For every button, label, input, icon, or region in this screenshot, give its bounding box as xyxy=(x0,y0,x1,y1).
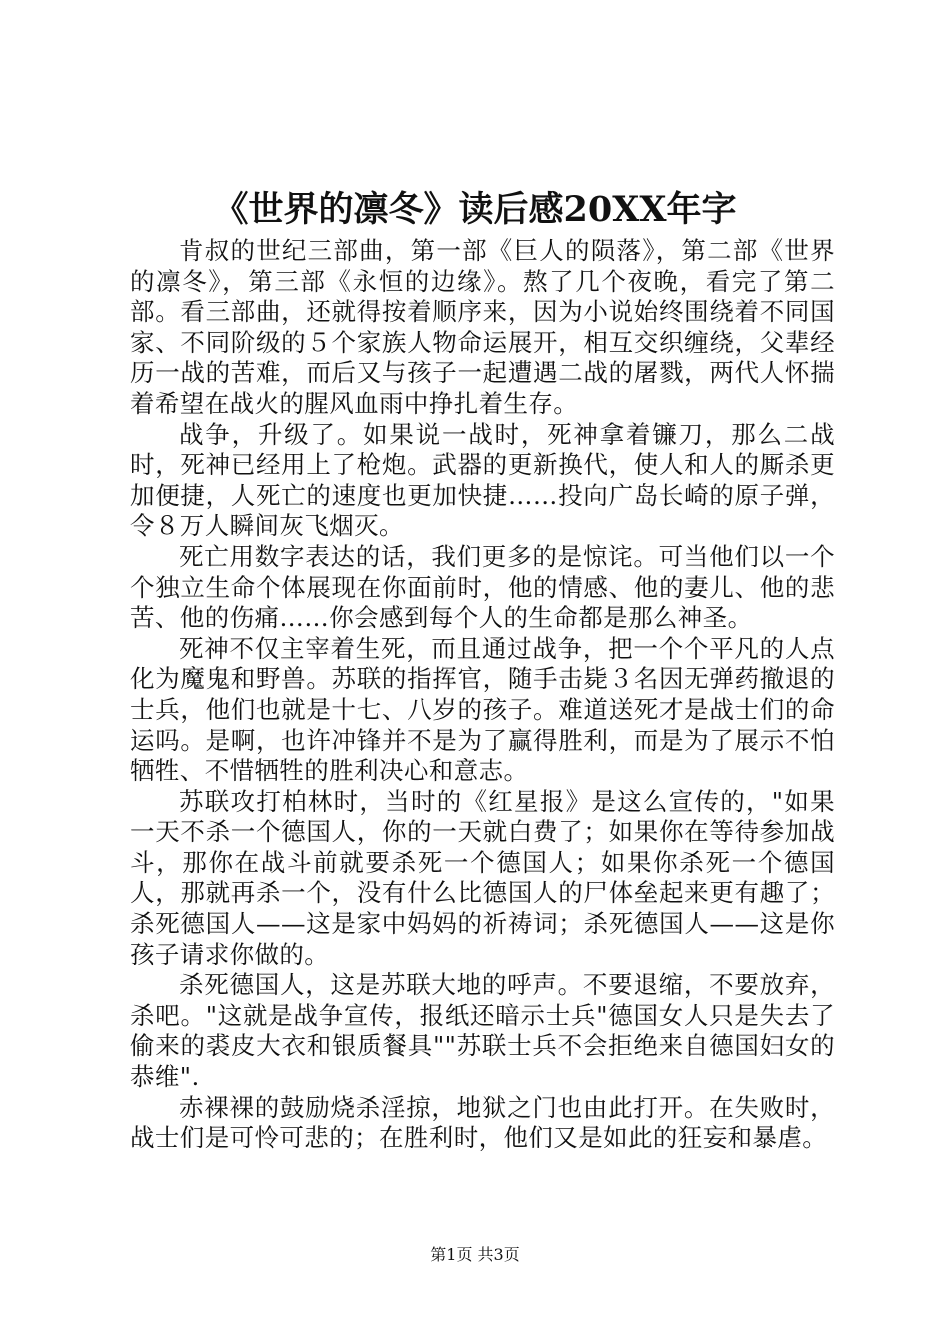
paragraph: 死亡用数字表达的话，我们更多的是惊诧。可当他们以一个个独立生命个体展现在你面前时，他的情感、他的妻儿、他的悲苦、他的伤痛……你会感到每个人的生命都是那么神圣。 xyxy=(130,541,835,633)
document-body xyxy=(130,236,835,1154)
paragraph: 苏联攻打柏林时，当时的《红星报》是这么宣传的，"如果一天不杀一个德国人，你的一天就白费了；如果你在等待参加战斗，那你在战斗前就要杀死一个德国人；如果你杀死一个德国人，那就再杀一个，没有什么比德国人的尸体垒起来更有趣了；杀死德国人——这是家中妈妈的祈祷词；杀死德国人——这是你孩子请求你做的。 xyxy=(130,786,835,969)
paragraph: 死神不仅主宰着生死，而且通过战争，把一个个平凡的人点化为魔鬼和野兽。苏联的指挥官，随手击毙３名因无弹药撤退的士兵，他们也就是十七、八岁的孩子。难道送死才是战士们的命运吗。是啊，也许冲锋并不是为了赢得胜利，而是为了展示不怕牺牲、不惜牺牲的胜利决心和意志。 xyxy=(130,633,835,786)
paragraph: 战争，升级了。如果说一战时，死神拿着镰刀，那么二战时，死神已经用上了枪炮。武器的更新换代，使人和人的厮杀更加便捷，人死亡的速度也更加快捷……投向广岛长崎的原子弹，令８万人瞬间灰飞烟灭。 xyxy=(130,419,835,541)
paragraph: 肯叔的世纪三部曲，第一部《巨人的陨落》，第二部《世界的凛冬》，第三部《永恒的边缘》。熬了几个夜晚，看完了第二部。看三部曲，还就得按着顺序来，因为小说始终围绕着不同国家、不同阶级的５个家族人物命运展开，相互交织缠绕，父辈经历一战的苦难，而后又与孩子一起遭遇二战的屠戮，两代人怀揣着希望在战火的腥风血雨中挣扎着生存。 xyxy=(130,236,835,418)
paragraph: 赤裸裸的鼓励烧杀淫掠，地狱之门也由此打开。在失败时，战士们是可怜可悲的；在胜利时，他们又是如此的狂妄和暴虐。 xyxy=(130,1092,835,1153)
document-title: 《世界的凛冬》读后感20XX年字 xyxy=(213,189,737,230)
page-number-footer: 第1页 共3页 xyxy=(430,1245,520,1264)
paragraph: 杀死德国人，这是苏联大地的呼声。不要退缩，不要放弃，杀吧。"这就是战争宣传，报纸还暗示士兵"德国女人只是失去了偷来的裘皮大衣和银质餐具""苏联士兵不会拒绝来自德国妇女的恭维". xyxy=(130,970,835,1092)
